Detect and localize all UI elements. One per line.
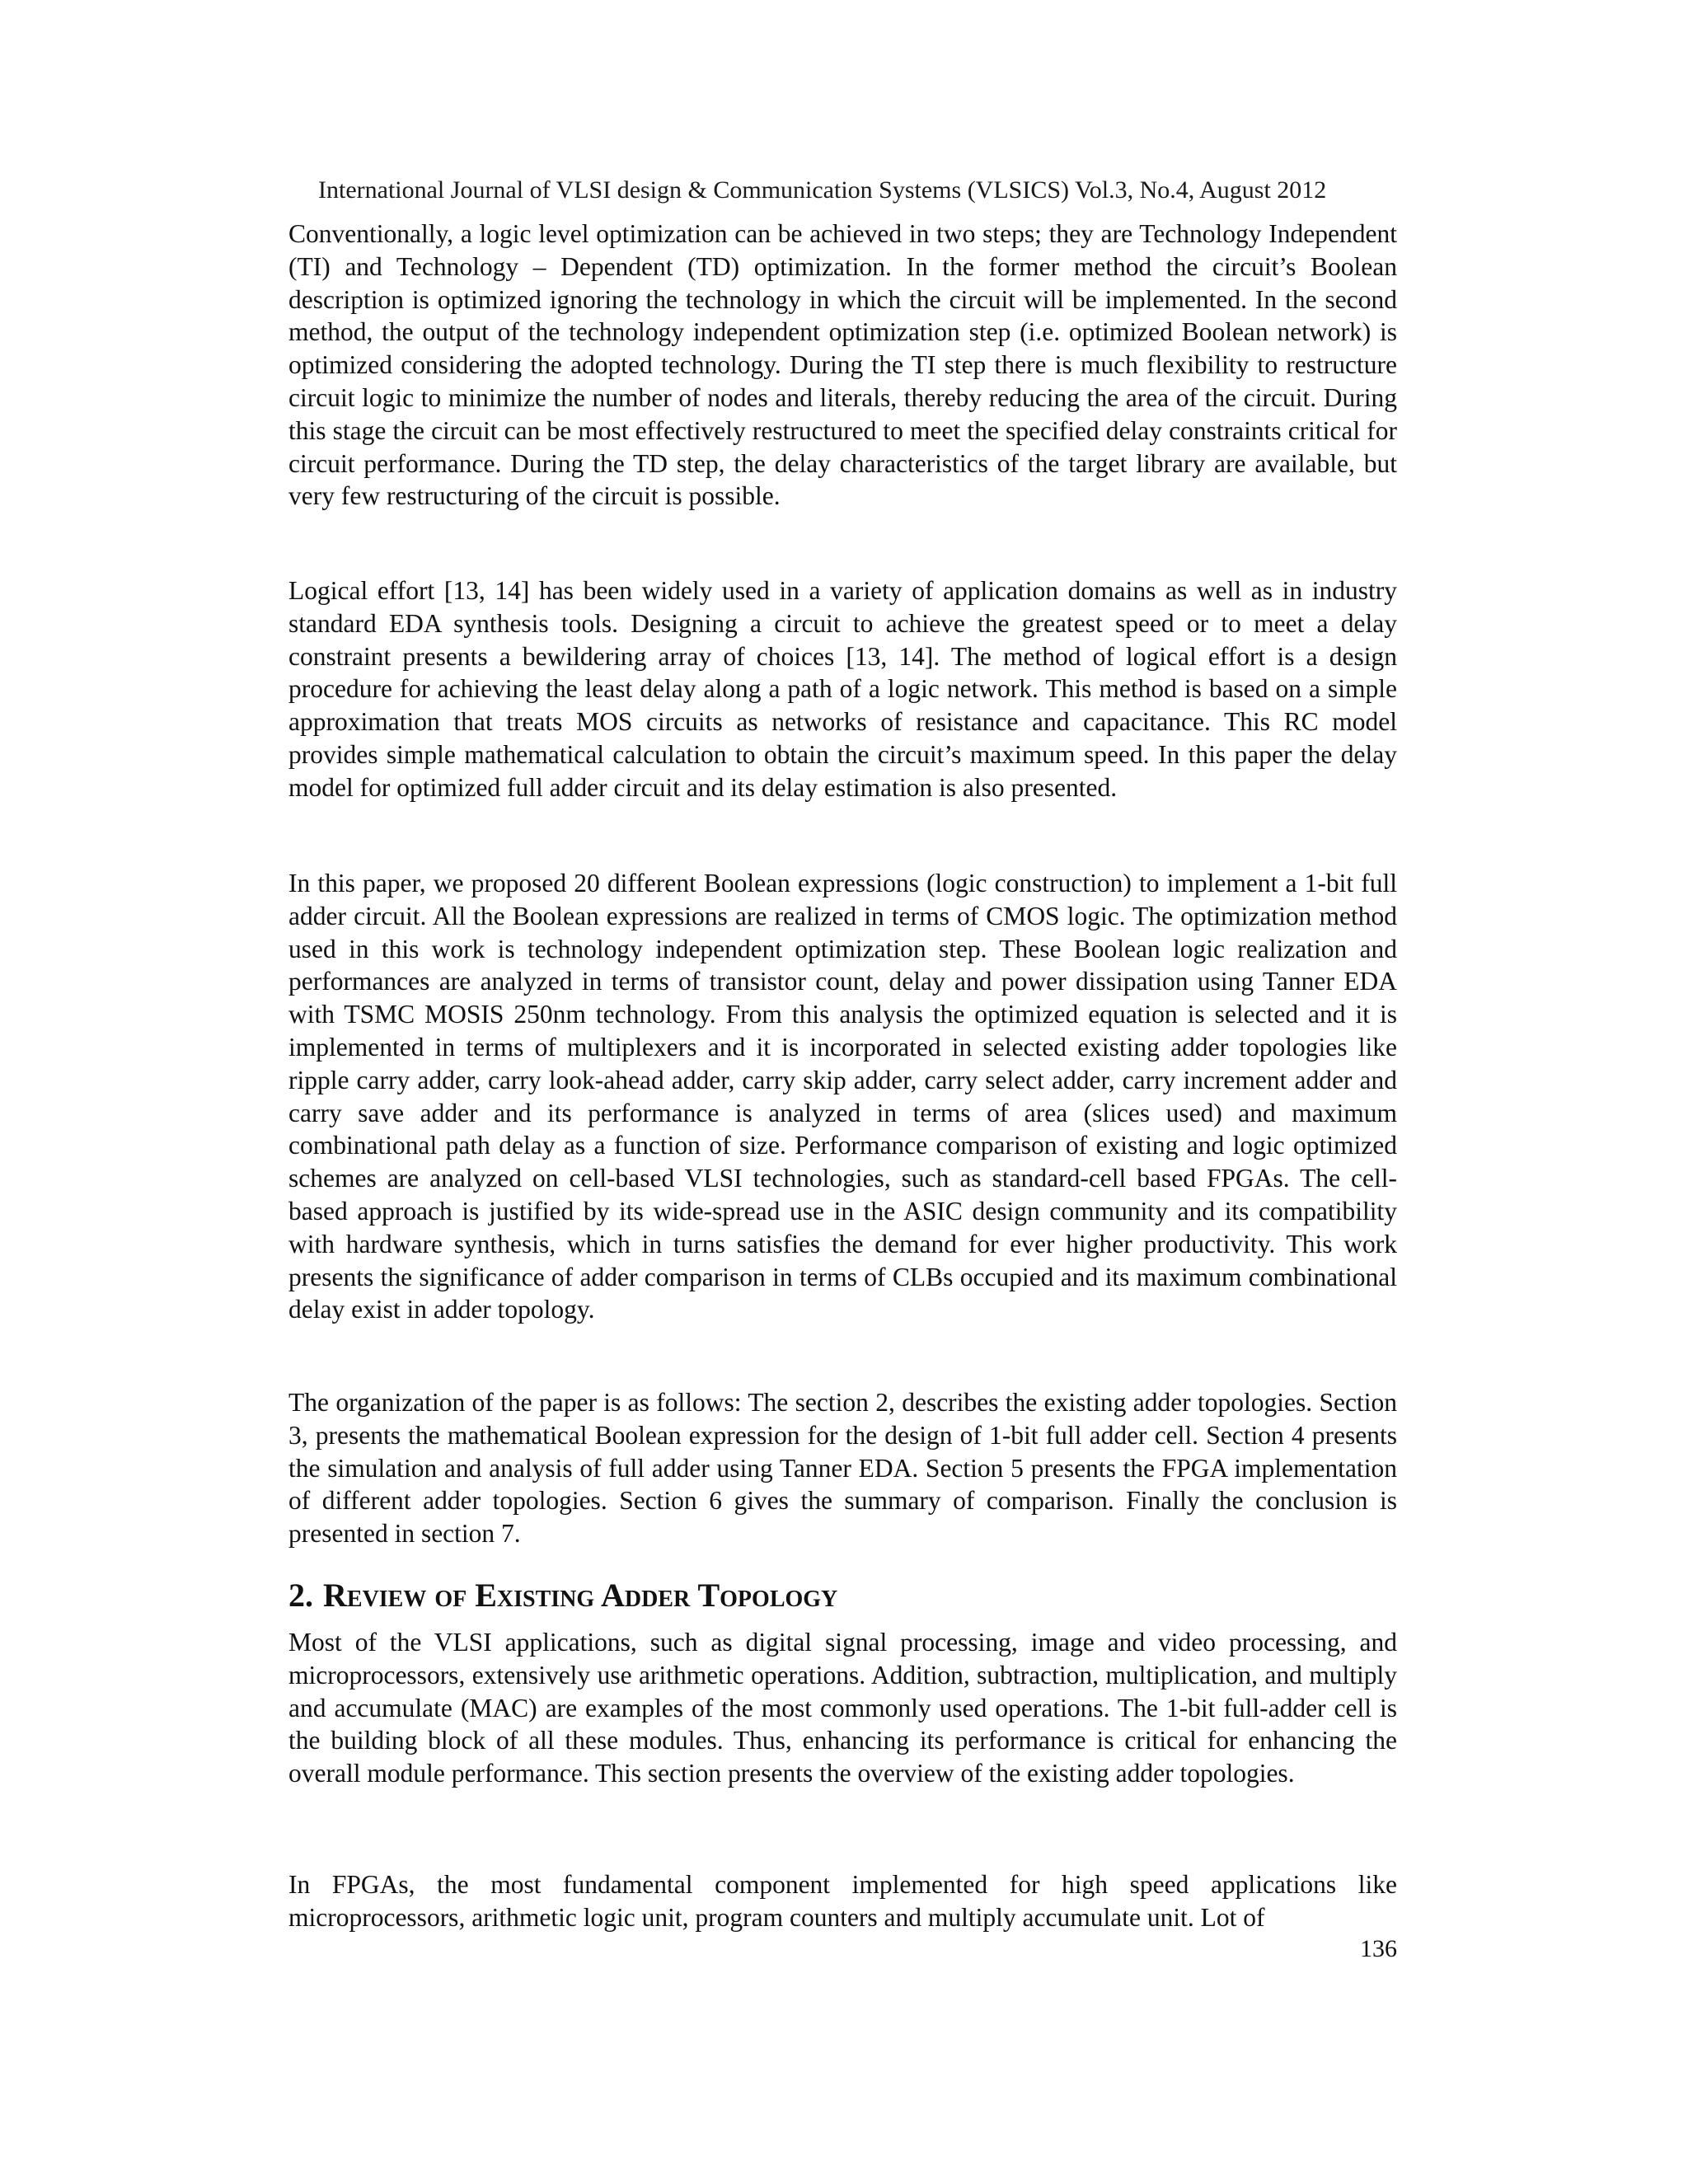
section-title: Review of Existing Adder Topology (323, 1577, 838, 1614)
paragraph-logical-effort: Logical effort [13, 14] has been widely used in a variety of application domains as well as in industry standard EDA synthesis tools. Designing a circuit to achieve the greatest speed or to meet a delay constraint presents a bewildering array of choices [13, 14]. The method of logical effort is a design procedure for achieving the least delay along a path of a logic network. This method is based on a simple approximation that treats MOS circuits as networks of resistance and capacitance. This RC model provides simple mathematical calculation to obtain the circuit’s maximum speed. In this paper the delay model for optimized full adder circuit and its delay estimation is also presented. (288, 576, 1397, 802)
paragraph-paper-organization: The organization of the paper is as follows: The section 2, describes the existing adder topologies. Section 3, presents the mathematical Boolean expression for the design of 1-bit full adder cell. Section 4 presents the simulation and analysis of full adder using Tanner EDA. Section 5 presents the FPGA implementation of different adder topologies. Section 6 gives the summary of comparison. Finally the conclusion is presented in section 7. (288, 1388, 1397, 1549)
paragraph-proposed-work: In this paper, we proposed 20 different Boolean expressions (logic construction) to implement a 1-bit full adder circuit. All the Boolean expressions are realized in terms of CMOS logic. The optimization method used in this work is technology independent optimization step. These Boolean logic realization and performances are analyzed in terms of transistor count, delay and power dissipation using Tanner EDA with TSMC MOSIS 250nm technology. From this analysis the optimized equation is selected and it is implemented in terms of multiplexers and it is incorporated in selected existing adder topologies like ripple carry adder, carry look-ahead adder, carry skip adder, carry select adder, carry increment adder and carry save adder and its performance is analyzed in terms of area (slices used) and maximum combinational path delay as a function of size. Performance comparison of existing and logic optimized schemes are analyzed on cell-based VLSI technologies, such as standard-cell based FPGAs. The cell-based approach is justified by its wide-spread use in the ASIC design community and its compatibility with hardware synthesis, which in turns satisfies the demand for ever higher productivity. This work presents the significance of adder comparison in terms of CLBs occupied and its maximum combinational delay exist in adder topology. (288, 869, 1397, 1324)
page-number: 136 (1360, 1935, 1397, 1962)
running-header: International Journal of VLSI design & Communication Systems (VLSICS) Vol.3, No.4, August 2012 (318, 176, 1327, 204)
section-number: 2. (288, 1577, 313, 1614)
paragraph-optimization-steps: Conventionally, a logic level optimization can be achieved in two steps; they are Technology Independent (TI) and Technology – Dependent (TD) optimization. In the former method the circuit’s Boolean description is optimized ignoring the technology in which the circuit will be implemented. In the second method, the output of the technology independent optimization step (i.e. optimized Boolean network) is optimized considering the adopted technology. During the TI step there is much flexibility to restructure circuit logic to minimize the number of nodes and literals, thereby reducing the area of the circuit. During this stage the circuit can be most effectively restructured to meet the specified delay constraints critical for circuit performance. During the TD step, the delay characteristics of the target library are available, but very few restructuring of the circuit is possible. (288, 219, 1397, 511)
paper-page (288, 0, 1397, 2184)
section-heading (288, 1576, 837, 1615)
paragraph-fpga-intro: In FPGAs, the most fundamental component implemented for high speed applications like microprocessors, arithmetic logic unit, program counters and multiply accumulate unit. Lot of (288, 1870, 1397, 1932)
paragraph-vlsi-applications: Most of the VLSI applications, such as digital signal processing, image and video processing, and microprocessors, extensively use arithmetic operations. Addition, subtraction, multiplication, and multiply and accumulate (MAC) are examples of the most commonly used operations. The 1-bit full-adder cell is the building block of all these modules. Thus, enhancing its performance is critical for enhancing the overall module performance. This section presents the overview of the existing adder topologies. (288, 1628, 1397, 1788)
